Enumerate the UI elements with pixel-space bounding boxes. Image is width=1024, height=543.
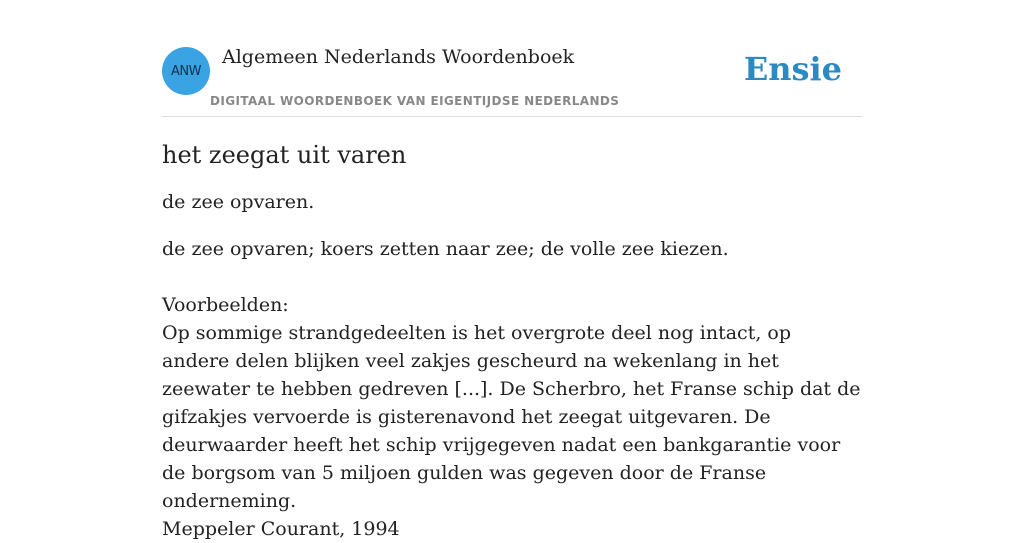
site-subtitle: DIGITAAL WOORDENBOEK VAN EIGENTIJDSE NEDERLANDS xyxy=(210,94,620,108)
anw-logo[interactable] xyxy=(162,47,210,95)
site-title[interactable]: Algemeen Nederlands Woordenboek xyxy=(222,46,575,68)
long-definition: de zee opvaren; koers zetten naar zee; de volle zee kiezen. xyxy=(162,238,729,260)
examples-label: Voorbeelden: xyxy=(162,294,289,316)
entry-content xyxy=(162,138,862,543)
short-definition: de zee opvaren. xyxy=(162,191,315,213)
example-source: Meppeler Courant, 1994 xyxy=(162,518,400,540)
example-text: Op sommige strandgedeelten is het overgrote deel nog intact, op andere delen blijken veel zakjes gescheurd na wekenlang in het zeewater te hebben gedreven [...]. De Scherbro, het Franse schip dat de gifzakjes vervoerde is gisterenavond het zeegat uitgevaren. De deurwaarder heeft het schip vrijgegeven nadat een bankgarantie voor de borgsom van 5 miljoen gulden was gegeven door de Franse onderneming. xyxy=(162,322,861,512)
site-header xyxy=(162,44,862,117)
ensie-logo[interactable]: Ensie xyxy=(743,50,842,88)
logo-text: ANW xyxy=(171,63,201,79)
entry-title: het zeegat uit varen xyxy=(162,141,407,169)
